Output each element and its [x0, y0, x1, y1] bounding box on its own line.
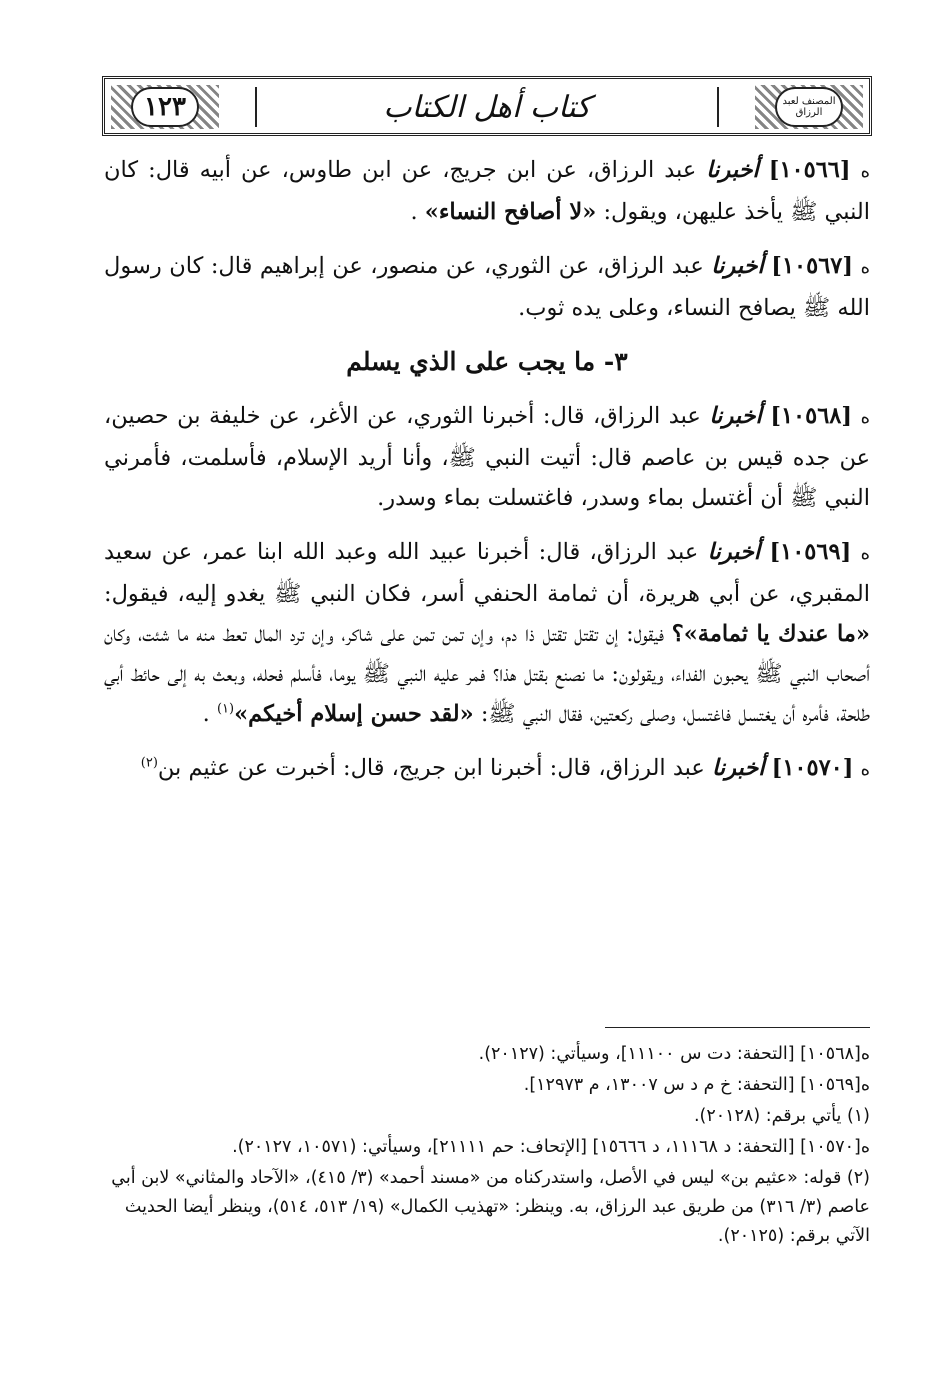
footnote-separator	[605, 1027, 870, 1028]
footnote-ref[interactable]: (٢)	[140, 755, 158, 771]
hadith-number: [١٠٥٦٧]	[771, 253, 854, 279]
hadith-text: عبد الرزاق، عن الثوري، عن منصور، عن إبراهيم قال: كان رسول الله ﷺ يصافح النساء، وعلى يده ثوب.	[104, 253, 870, 321]
footnote: ه[١٠٥٦٨] [التحفة: دت س ١١١٠٠]، وسيأتي: (٢٠١٢٧).	[478, 1044, 870, 1064]
hadith-text-continued: فيقول: إن تقتل تقتل ذا دم، وإن تمن تمن على شاكر، وإن ترد المال تعط منه ما شئت، وكان أصحاب النبي ﷺ يحبون الفداء، ويقولون: ما نصنع بقتل هذا؟ فمر عليه النبي ﷺ يوما، فأسلم فحله، وبعث به إلى حائط أبي طلحة، فأمره أن يغتسل فاغتسل، وصلى ركعتين، فقال النبي ﷺ:	[104, 621, 870, 727]
page-header	[102, 76, 872, 136]
hadith-10568	[104, 396, 870, 518]
entry-marker: ه	[860, 257, 871, 278]
footnote: (١) يأتي برقم: (٢٠١٢٨).	[693, 1106, 870, 1126]
hadith-text: عبد الرزاق، قال: أخبرنا ابن جريج، قال: أخبرت عن عثيم بن	[157, 755, 705, 781]
hadith-10567	[104, 246, 870, 328]
akhbarana-word: أخبرنا	[712, 755, 765, 781]
hadith-number: [١٠٥٦٦]	[768, 157, 851, 183]
hadith-quote: «لقد حسن إسلام أخيكم»	[234, 701, 474, 727]
hadith-number: [١٠٥٧٠]	[771, 755, 854, 781]
hadith-10566	[104, 150, 870, 232]
hadith-end: .	[410, 199, 418, 225]
akhbarana-word: أخبرنا	[709, 403, 762, 429]
hadith-end: .	[202, 701, 210, 727]
hadith-quote: «لا أصافح النساء»	[424, 199, 597, 225]
hadith-number: [١٠٥٦٩]	[769, 539, 852, 565]
entry-marker: ه	[860, 543, 871, 564]
book-logo: المصنف لعبد الرزاق	[775, 87, 843, 127]
hadith-10569	[104, 532, 870, 734]
hadith-quote: «ما عندك يا ثمامة»؟	[671, 621, 870, 647]
entry-marker: ه	[860, 161, 871, 182]
entry-marker: ه	[860, 407, 870, 428]
footnote: (٢) قوله: «عثيم بن» ليس في الأصل، واستدركناه من «مسند أحمد» (٣/ ٤١٥)، «الآحاد والمثاني» لابن أبي عاصم (٣/ ٣١٦) من طريق عبد الرزاق، به. وينظر: «تهذيب الكمال» (١٩/ ٥١٣، ٥١٤)، وينظر أيضا الحديث الآتي برقم: (٢٠١٢٥).	[111, 1168, 870, 1246]
chapter-title: كتاب أهل الكتاب	[255, 87, 719, 127]
section-heading: ٣- ما يجب على الذي يسلم	[346, 347, 628, 376]
hadith-number: [١٠٥٦٨]	[770, 403, 853, 429]
footnote: ه[١٠٥٧٠] [التحفة: د ١١١٦٨، د ١٥٦٦٦] [الإتحاف: حم ٢١١١١]، وسيأتي: (١٠٥٧١، ٢٠١٢٧).	[232, 1137, 870, 1157]
hadith-text: عبد الرزاق، قال: أخبرنا الثوري، عن الأغر، عن خليفة بن حصين، عن جده قيس بن عاصم قال: أتيت النبي ﷺ، وأنا أريد الإسلام، فأسلمت، فأمرني النبي ﷺ أن أغتسل بماء وسدر، فاغتسلت بماء وسدر.	[104, 403, 870, 511]
footnote: ه[١٠٥٦٩] [التحفة: خ م د س ١٣٠٠٧، م ١٢٩٧٣].	[523, 1075, 870, 1095]
footnotes	[104, 1040, 870, 1253]
page-number: ١٢٣	[131, 87, 199, 127]
hadith-10570	[104, 748, 870, 790]
hadith-text: عبد الرزاق، عن ابن جريج، عن ابن طاوس، عن أبيه قال: كان النبي ﷺ يأخذ عليهن، ويقول:	[104, 157, 870, 225]
akhbarana-word: أخبرنا	[707, 539, 761, 565]
main-text	[104, 150, 870, 804]
footnote-ref[interactable]: (١)	[216, 701, 235, 717]
entry-marker: ه	[860, 759, 870, 780]
akhbarana-word: أخبرنا	[706, 157, 759, 183]
akhbarana-word: أخبرنا	[711, 253, 764, 279]
hadith-text: عبد الرزاق، قال: أخبرنا عبيد الله وعبد الله ابنا عمر، عن سعيد المقبري، عن أبي هريرة، أن ثمامة الحنفي أسر، فكان النبي ﷺ يغدو إليه، فيقول:	[104, 539, 870, 607]
